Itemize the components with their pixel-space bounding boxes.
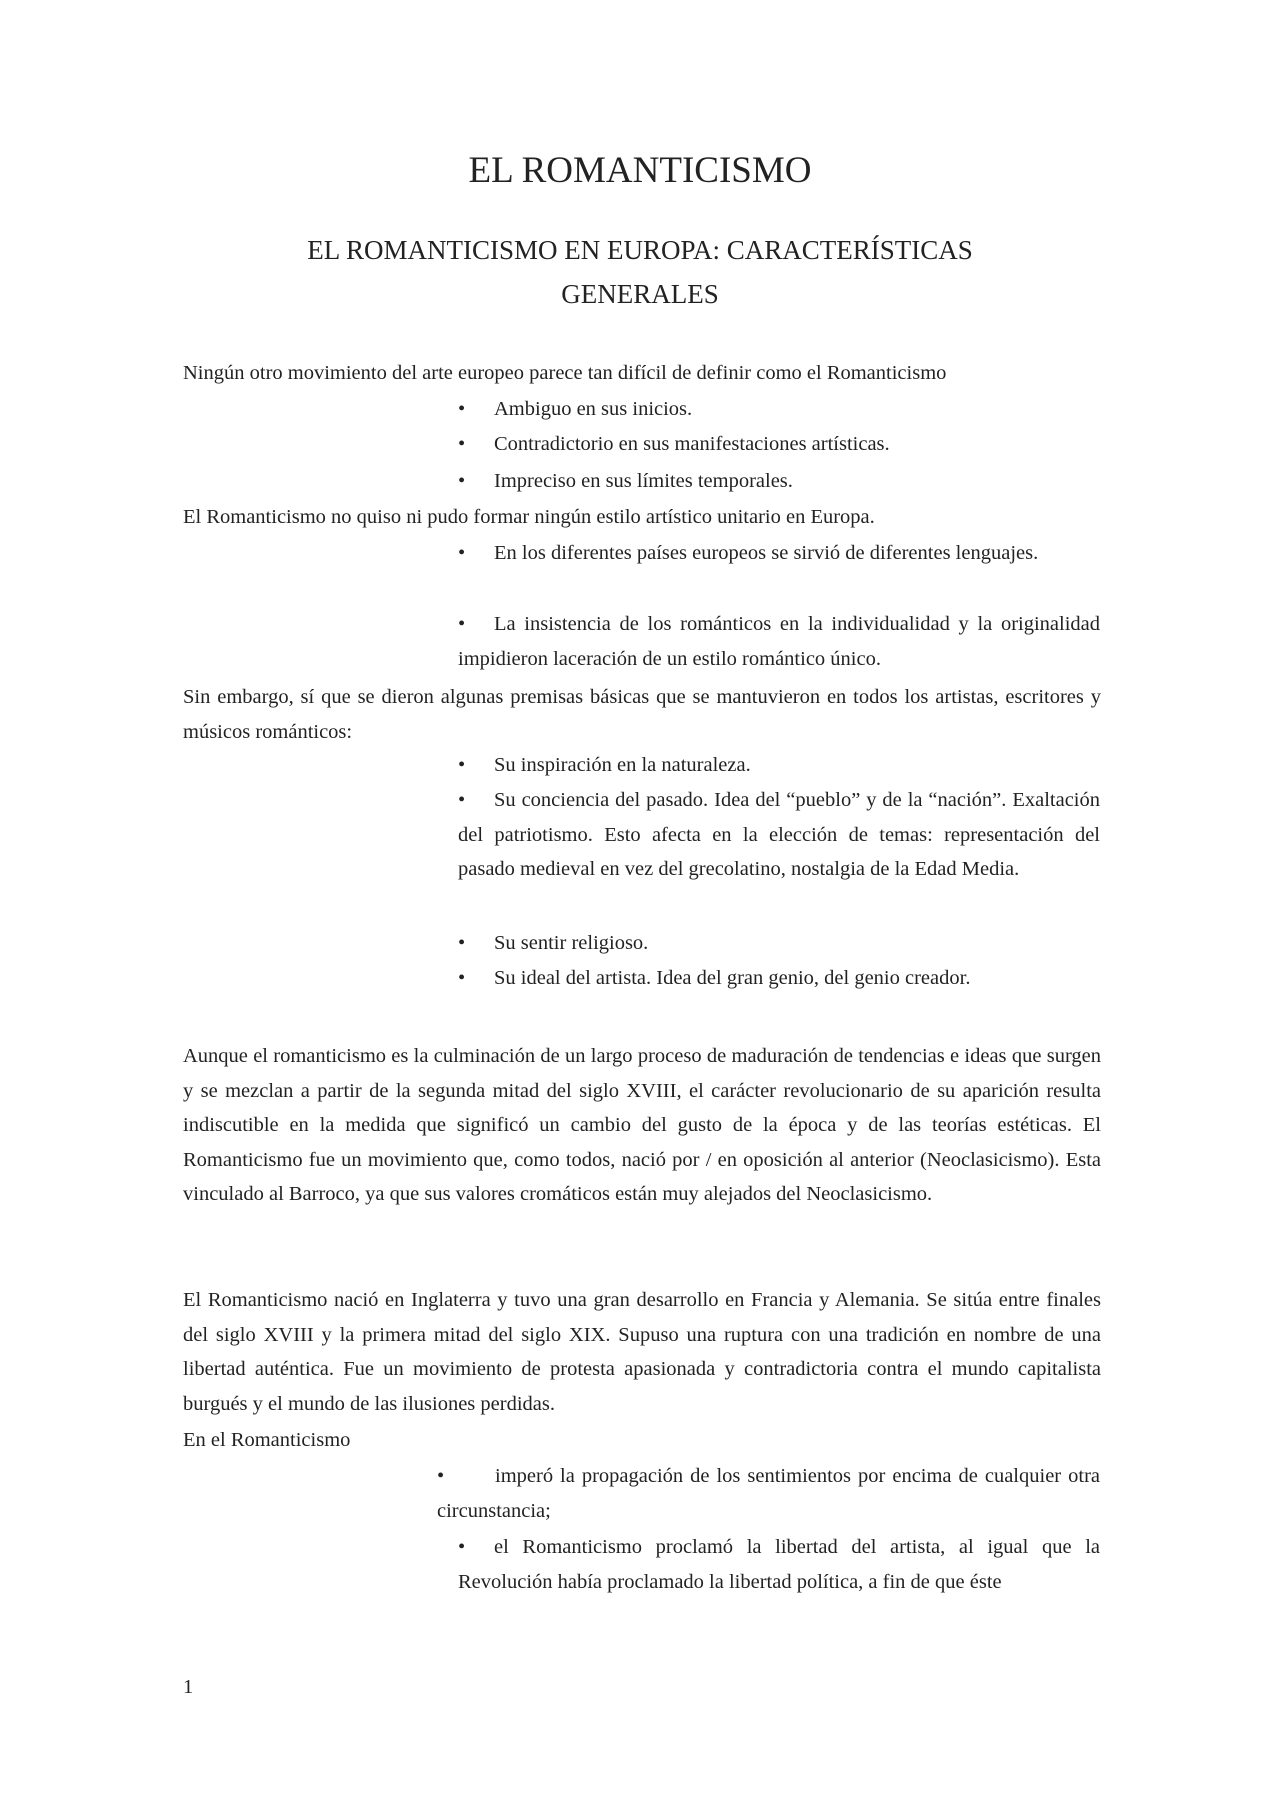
list-item bbox=[458, 464, 1100, 499]
list-item bbox=[458, 427, 1100, 462]
paragraph: El Romanticismo nació en Inglaterra y tuvo una gran desarrollo en Francia y Alemania. Se sitúa entre finales del siglo XVIII y la primera mitad del siglo XIX. Supuso una ruptura con una tradición en nombre de una libertad auténtica. Fue un movimiento de protesta apasionada y contradictoria contra el mundo capitalista burgués y el mundo de las ilusiones perdidas. bbox=[183, 1289, 1101, 1415]
bullet-icon: • bbox=[458, 754, 466, 776]
bullet-icon: • bbox=[458, 932, 466, 954]
list-item-text: Su conciencia del pasado. Idea del “pueblo” y de la “nación”. Exaltación del patriotismo. Esto afecta en la elección de temas: representación del pasado medieval en vez del grecolatino, nostalgia de la Edad Media. bbox=[458, 789, 1100, 880]
list-item bbox=[458, 961, 1100, 996]
list-item-text: Contradictorio en sus manifestaciones artísticas. bbox=[494, 433, 890, 455]
bullet-icon: • bbox=[458, 470, 466, 492]
list-item-text: Su ideal del artista. Idea del gran genio, del genio creador. bbox=[494, 967, 971, 989]
list-item bbox=[458, 783, 1100, 887]
list-item-text: Ambiguo en sus inicios. bbox=[494, 398, 693, 420]
bullet-icon: • bbox=[458, 398, 466, 420]
bullet-icon: • bbox=[458, 433, 466, 455]
intro-paragraph: Ningún otro movimiento del arte europeo parece tan difícil de definir como el Romanticismo bbox=[183, 362, 947, 384]
bullet-icon: • bbox=[458, 1536, 466, 1558]
list-item-text: Su inspiración en la naturaleza. bbox=[494, 754, 751, 776]
paragraph: Sin embargo, sí que se dieron algunas premisas básicas que se mantuvieron en todos los artistas, escritores y músicos románticos: bbox=[183, 686, 1101, 743]
page-number: 1 bbox=[183, 1676, 194, 1698]
bullet-icon: • bbox=[458, 613, 466, 635]
list-item-text: La insistencia de los románticos en la individualidad y la originalidad impidieron laceración de un estilo romántico único. bbox=[458, 613, 1100, 670]
list-item bbox=[458, 926, 1100, 961]
list-item bbox=[458, 1530, 1100, 1599]
bullet-icon: • bbox=[437, 1465, 445, 1487]
list-item-text: imperó la propagación de los sentimientos por encima de cualquier otra circunstancia; bbox=[437, 1465, 1100, 1522]
list-item bbox=[437, 1459, 1100, 1528]
paragraph: El Romanticismo no quiso ni pudo formar ningún estilo artístico unitario en Europa. bbox=[183, 506, 875, 528]
paragraph: En el Romanticismo bbox=[183, 1429, 351, 1451]
list-item bbox=[458, 536, 1100, 571]
document-title: EL ROMANTICISMO bbox=[468, 150, 812, 191]
list-item-text: el Romanticismo proclamó la libertad del artista, al igual que la Revolución había proclamado la libertad política, a fin de que éste bbox=[458, 1536, 1100, 1593]
list-item-text: Su sentir religioso. bbox=[494, 932, 649, 954]
bullet-icon: • bbox=[458, 967, 466, 989]
bullet-icon: • bbox=[458, 789, 466, 811]
bullet-icon: • bbox=[458, 542, 466, 564]
list-item bbox=[458, 748, 1100, 783]
list-item-text: Impreciso en sus límites temporales. bbox=[494, 470, 793, 492]
list-item-text: En los diferentes países europeos se sirvió de diferentes lenguajes. bbox=[494, 542, 1039, 564]
document-subtitle: EL ROMANTICISMO EN EUROPA: CARACTERÍSTICAS GENERALES bbox=[307, 235, 973, 309]
list-item bbox=[458, 392, 1100, 427]
list-item bbox=[458, 607, 1100, 676]
paragraph: Aunque el romanticismo es la culminación de un largo proceso de maduración de tendencias e ideas que surgen y se mezclan a partir de la segunda mitad del siglo XVIII, el carácter revolucionario de su aparición resulta indiscutible en la medida que significó un cambio del gusto de la época y de las teorías estéticas. El Romanticismo fue un movimiento que, como todos, nació por / en oposición al anterior (Neoclasicismo). Esta vinculado al Barroco, ya que sus valores cromáticos están muy alejados del Neoclasicismo. bbox=[183, 1045, 1101, 1205]
